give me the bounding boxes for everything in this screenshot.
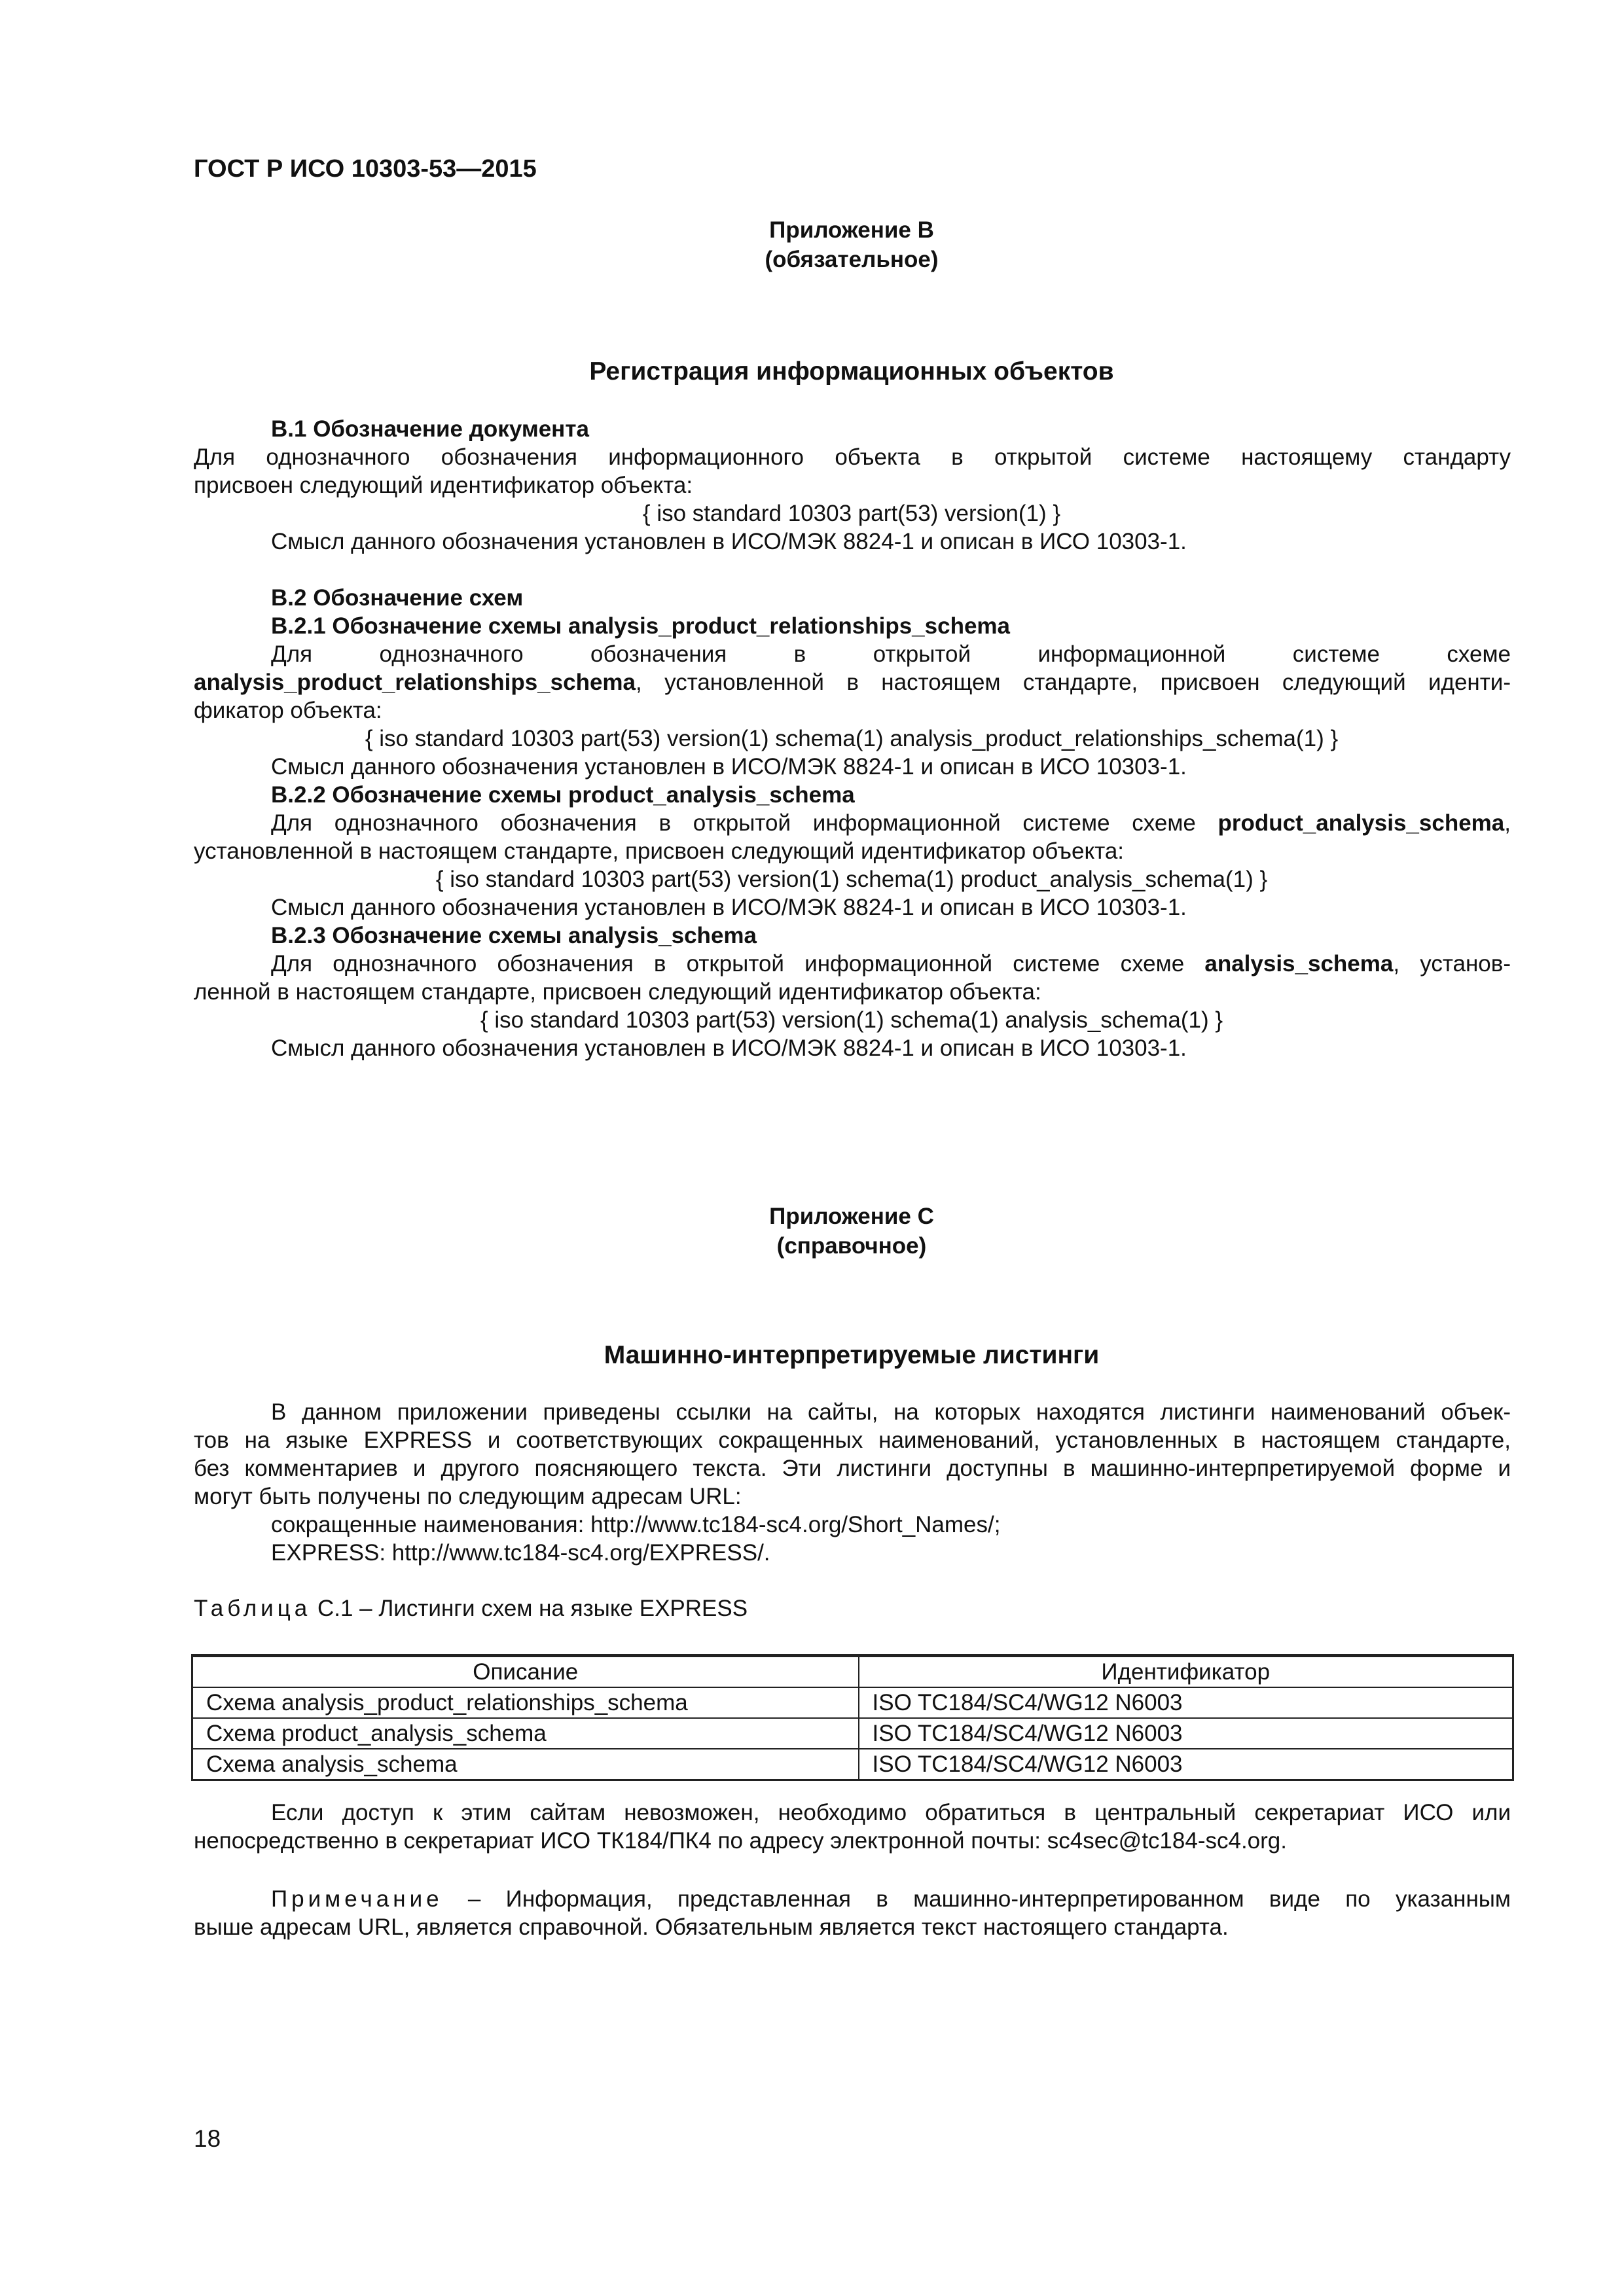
section-b21-text-rest: , установленной в настоящем стандарте, присвоен следующий иденти- bbox=[636, 670, 1511, 695]
section-b23-text-pre: Для однозначного обозначения в открытой информационной системе схеме bbox=[271, 951, 1205, 977]
section-b23-meaning: Смысл данного обозначения установлен в ИСО/МЭК 8824-1 и описан в ИСО 10303-1. bbox=[271, 1035, 1187, 1061]
appendix-c-status: (справочное) bbox=[776, 1233, 927, 1259]
table-caption-label: Таблица bbox=[194, 1596, 312, 1621]
section-b23-text-line: ленной в настоящем стандарте, присвоен следующий идентификатор объекта: bbox=[194, 979, 1041, 1005]
table-row bbox=[192, 1749, 1513, 1780]
schema-name: analysis_product_relationships_schema bbox=[194, 670, 636, 695]
appendix-b-title: Приложение В bbox=[769, 217, 934, 243]
appendix-b-heading: Регистрация информационных объектов bbox=[589, 357, 1114, 386]
note-text-line bbox=[271, 1885, 1511, 1914]
section-b23-text-post: , установ- bbox=[1393, 951, 1511, 977]
section-b22-title: В.2.2 Обозначение схемы product_analysis_schema bbox=[271, 782, 855, 808]
section-b21-text-line bbox=[194, 668, 1511, 697]
column-header-identifier: Идентификатор bbox=[859, 1656, 1513, 1688]
section-b1-text-line: Для однозначного обозначения информационного объекта в открытой системе настоящему стандарту bbox=[194, 444, 1511, 470]
appendix-c-heading: Машинно-интерпретируемые листинги bbox=[604, 1341, 1100, 1369]
intro-text-line: тов на языке EXPRESS и соответствующих сокращенных наименований, установленных в настоящем стандарте, bbox=[194, 1427, 1511, 1453]
section-b21-text-line: фикатор объекта: bbox=[194, 698, 382, 723]
schema-name: product_analysis_schema bbox=[1218, 810, 1505, 836]
section-b1-title: В.1 Обозначение документа bbox=[271, 416, 589, 442]
listings-table bbox=[191, 1654, 1514, 1781]
note-label: Примечание bbox=[271, 1886, 443, 1912]
table-row bbox=[192, 1687, 1513, 1718]
section-b1-text-line: присвоен следующий идентификатор объекта: bbox=[194, 473, 693, 498]
table-cell-identifier: ISO TC184/SC4/WG12 N6003 bbox=[859, 1749, 1513, 1780]
section-b1-object-id: { iso standard 10303 part(53) version(1) } bbox=[642, 501, 1061, 526]
intro-text-line: могут быть получены по следующим адресам URL: bbox=[194, 1484, 742, 1509]
section-b22-text-post: , bbox=[1504, 810, 1511, 836]
table-cell-identifier: ISO TC184/SC4/WG12 N6003 bbox=[859, 1718, 1513, 1749]
document-id: ГОСТ Р ИСО 10303-53—2015 bbox=[194, 155, 537, 183]
section-b21-text-line: Для однозначного обозначения в открытой информационной системе схеме bbox=[271, 641, 1511, 667]
intro-text-line: без комментариев и другого поясняющего текста. Эти листинги доступны в машинно-интерпретируемой форме и bbox=[194, 1456, 1511, 1481]
section-b22-text-pre: Для однозначного обозначения в открытой информационной системе схеме bbox=[271, 810, 1218, 836]
table-cell-description: Схема analysis_product_relationships_schema bbox=[192, 1687, 859, 1718]
section-b21-title: В.2.1 Обозначение схемы analysis_product_relationships_schema bbox=[271, 613, 1011, 639]
section-b2-title: В.2 Обозначение схем bbox=[271, 585, 524, 611]
note-text-line: выше адресам URL, является справочной. Обязательным является текст настоящего стандарта. bbox=[194, 1914, 1229, 1940]
section-b21-object-id: { iso standard 10303 part(53) version(1) schema(1) analysis_product_relationships_schema(1) } bbox=[365, 726, 1339, 751]
url-short-names: сокращенные наименования: http://www.tc184-sc4.org/Short_Names/; bbox=[271, 1512, 1001, 1537]
column-header-description: Описание bbox=[192, 1656, 859, 1688]
section-b1-meaning: Смысл данного обозначения установлен в ИСО/МЭК 8824-1 и описан в ИСО 10303-1. bbox=[271, 529, 1187, 554]
table-cell-identifier: ISO TC184/SC4/WG12 N6003 bbox=[859, 1687, 1513, 1718]
section-b22-text-line: установленной в настоящем стандарте, присвоен следующий идентификатор объекта: bbox=[194, 838, 1125, 864]
section-b22-text-line bbox=[271, 809, 1511, 838]
table-cell-description: Схема product_analysis_schema bbox=[192, 1718, 859, 1749]
access-text-line: непосредственно в секретариат ИСО ТК184/ПК4 по адресу электронной почты: sc4sec@tc184-sc4.org. bbox=[194, 1828, 1287, 1854]
schema-name: analysis_schema bbox=[1204, 951, 1394, 977]
section-b22-object-id: { iso standard 10303 part(53) version(1) schema(1) product_analysis_schema(1) } bbox=[435, 867, 1268, 892]
section-b23-title: В.2.3 Обозначение схемы analysis_schema bbox=[271, 923, 757, 948]
appendix-c-title: Приложение С bbox=[769, 1204, 934, 1229]
section-b21-meaning: Смысл данного обозначения установлен в ИСО/МЭК 8824-1 и описан в ИСО 10303-1. bbox=[271, 754, 1187, 780]
page-number: 18 bbox=[194, 2125, 221, 2152]
section-b23-text-line bbox=[271, 950, 1511, 978]
section-b22-meaning: Смысл данного обозначения установлен в ИСО/МЭК 8824-1 и описан в ИСО 10303-1. bbox=[271, 895, 1187, 920]
table-row bbox=[192, 1718, 1513, 1749]
intro-text-line: В данном приложении приведены ссылки на сайты, на которых находятся листинги наименований объек- bbox=[271, 1399, 1511, 1425]
table-caption bbox=[194, 1596, 748, 1622]
table-cell-description: Схема analysis_schema bbox=[192, 1749, 859, 1780]
note-text: – Информация, представленная в машинно-интерпретированном виде по указанным bbox=[442, 1886, 1511, 1912]
table-caption-text: С.1 – Листинги схем на языке EXPRESS bbox=[311, 1596, 748, 1621]
access-text-line: Если доступ к этим сайтам невозможен, необходимо обратиться в центральный секретариат ИСО или bbox=[271, 1800, 1511, 1825]
table-header-row bbox=[192, 1656, 1513, 1688]
section-b23-object-id: { iso standard 10303 part(53) version(1) schema(1) analysis_schema(1) } bbox=[480, 1007, 1223, 1033]
url-express: EXPRESS: http://www.tc184-sc4.org/EXPRESS/. bbox=[271, 1540, 770, 1566]
appendix-b-status: (обязательное) bbox=[765, 247, 939, 272]
